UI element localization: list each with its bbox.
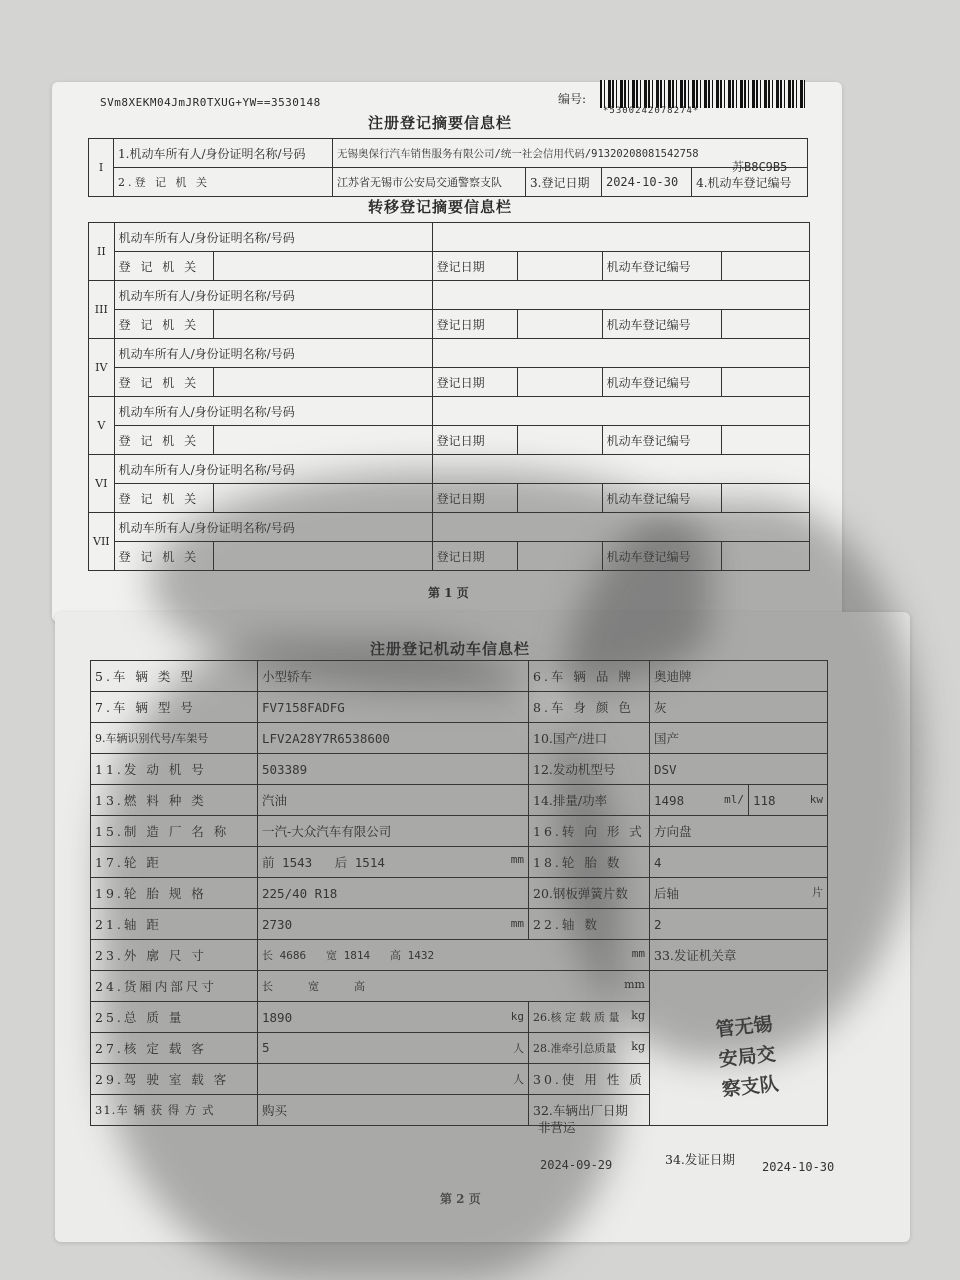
displacement-unit: ml/	[724, 792, 744, 806]
field-32-value: 2024-09-29	[540, 1158, 613, 1172]
regno-label: 4.机动车登记编号	[692, 168, 808, 197]
track-front-label: 前	[262, 855, 275, 870]
transfer-regno-value	[721, 484, 809, 513]
field-12-label: 12.发动机型号	[529, 754, 650, 785]
page-1-label: 第 1 页	[428, 586, 469, 600]
vehicle-info-title: 注册登记机动车信息栏	[370, 640, 531, 658]
field-20-label: 20.钢板弹簧片数	[529, 878, 650, 909]
field-9-value: LFV2A28Y7R6538600	[258, 723, 529, 754]
field-26-unit: kg	[631, 1009, 645, 1022]
track-rear-label: 后	[334, 855, 348, 870]
transfer-owner-value	[432, 281, 809, 310]
field-20-value: 后轴	[654, 886, 680, 901]
field-22-label: 22.轴 数	[529, 909, 650, 940]
field-11-label: 11.发 动 机 号	[91, 754, 258, 785]
outline-height-value: 1432	[407, 949, 435, 962]
transfer-date-value	[517, 426, 602, 455]
seats-value: 5	[262, 1040, 270, 1055]
field-34-label: 34.发证日期	[665, 1152, 735, 1167]
cargo-height-label: 高	[353, 980, 365, 993]
transfer-authority-label: 登 记 机 关	[114, 484, 213, 513]
wheelbase-unit: mm	[510, 916, 524, 930]
field-20-unit: 片	[812, 886, 823, 899]
field-34-value: 2024-10-30	[762, 1160, 835, 1174]
svg-text:察支队: 察支队	[720, 1072, 780, 1101]
transfer-authority-value	[213, 542, 432, 571]
cargo-width-label: 宽	[307, 980, 319, 993]
outline-width-value: 1814	[343, 949, 371, 962]
transfer-owner-label: 机动车所有人/身份证明名称/号码	[114, 223, 432, 252]
field-29-unit: 人	[513, 1073, 524, 1086]
transfer-authority-value	[213, 368, 432, 397]
cargo-length-label: 长	[262, 980, 273, 993]
field-19-value: 225/40 R18	[258, 878, 529, 909]
field-18-value: 4	[650, 847, 828, 878]
track-rear-value: 1514	[354, 855, 385, 870]
field-16-label: 16.转 向 形 式	[529, 816, 650, 847]
transfer-regno-value	[721, 252, 809, 281]
transfer-summary-title: 转移登记摘要信息栏	[368, 198, 513, 216]
field-23-label: 23.外 廓 尺 寸	[91, 940, 258, 971]
track-unit: mm	[510, 853, 524, 866]
transfer-owner-label: 机动车所有人/身份证明名称/号码	[114, 513, 432, 542]
field-6-value: 奥迪牌	[650, 661, 828, 692]
transfer-date-label: 登记日期	[432, 252, 517, 281]
field-14-label: 14.排量/功率	[529, 785, 650, 816]
transfer-owner-value	[432, 339, 809, 368]
gross-mass-value: 1890	[262, 1009, 293, 1025]
power-unit: kw	[809, 792, 823, 806]
page-2-label: 第 2 页	[440, 1192, 481, 1206]
field-31-label: 31.车 辆 获 得 方 式	[91, 1095, 258, 1126]
barcode-number: *5300242078274*	[603, 106, 700, 116]
transfer-summary-table	[88, 222, 810, 571]
regno-value: 苏B8C9B5	[732, 160, 788, 174]
field-33-label: 33.发证机关章	[650, 940, 828, 971]
reg-date-label: 3.登记日期	[526, 168, 602, 197]
transfer-regno-value	[721, 310, 809, 339]
field-24-label: 24.货厢内部尺寸	[91, 971, 258, 1002]
transfer-authority-value	[213, 484, 432, 513]
transfer-regno-label: 机动车登记编号	[602, 426, 721, 455]
field-8-value: 灰	[650, 692, 828, 723]
field-15-label: 15.制 造 厂 名 称	[91, 816, 258, 847]
field-21-label: 21.轴 距	[91, 909, 258, 940]
field-16-value: 方向盘	[650, 816, 828, 847]
field-10-value: 国产	[650, 723, 828, 754]
field-15-value: 一汽-大众汽车有限公司	[258, 816, 529, 847]
transfer-date-label: 登记日期	[432, 368, 517, 397]
transfer-date-value	[517, 542, 602, 571]
field-28-label: 28.准牵引总质量	[533, 1042, 617, 1055]
transfer-regno-label: 机动车登记编号	[602, 252, 721, 281]
owner-value: 无锡奥保行汽车销售服务有限公司/统一社会信用代码/91320208081542758	[333, 139, 808, 168]
transfer-authority-label: 登 记 机 关	[114, 542, 213, 571]
reg-date-value: 2024-10-30	[601, 168, 691, 197]
field-28-unit: kg	[631, 1040, 645, 1053]
transfer-owner-label: 机动车所有人/身份证明名称/号码	[114, 339, 432, 368]
transfer-owner-value	[432, 513, 809, 542]
field-5-label: 5.车 辆 类 型	[91, 661, 258, 692]
transfer-authority-value	[213, 310, 432, 339]
svg-text:安局交: 安局交	[717, 1043, 777, 1071]
transfer-authority-label: 登 记 机 关	[114, 368, 213, 397]
issuing-authority-stamp	[695, 1000, 800, 1109]
transfer-authority-label: 登 记 机 关	[114, 252, 213, 281]
transfer-authority-label: 登 记 机 关	[114, 426, 213, 455]
field-8-label: 8.车 身 颜 色	[529, 692, 650, 723]
transfer-owner-label: 机动车所有人/身份证明名称/号码	[114, 397, 432, 426]
field-25-label: 25.总 质 量	[91, 1002, 258, 1033]
displacement-value: 1498	[654, 792, 685, 808]
outline-width-label: 宽	[326, 949, 337, 962]
field-9-label: 9.车辆识别代号/车架号	[91, 723, 258, 754]
track-front-value: 1543	[282, 855, 313, 870]
field-27-label: 27.核 定 载 客	[91, 1033, 258, 1064]
field-18-label: 18.轮 胎 数	[529, 847, 650, 878]
owner-label: 1.机动车所有人/身份证明名称/号码	[114, 139, 333, 168]
transfer-date-value	[517, 252, 602, 281]
transfer-roman: VI	[89, 455, 115, 513]
number-label: 编号:	[558, 92, 587, 106]
wheelbase-value: 2730	[262, 916, 293, 932]
svg-text:管无锡: 管无锡	[714, 1013, 774, 1042]
transfer-roman: V	[89, 397, 115, 455]
transfer-regno-value	[721, 542, 809, 571]
transfer-date-label: 登记日期	[432, 484, 517, 513]
outline-height-label: 高	[390, 949, 401, 962]
field-5-value: 小型轿车	[258, 661, 529, 692]
field-30-value: 非营运	[538, 1120, 576, 1135]
transfer-regno-value	[721, 368, 809, 397]
field-13-label: 13.燃 料 种 类	[91, 785, 258, 816]
field-11-value: 503389	[258, 754, 529, 785]
transfer-regno-label: 机动车登记编号	[602, 368, 721, 397]
transfer-owner-label: 机动车所有人/身份证明名称/号码	[114, 455, 432, 484]
registration-summary-title: 注册登记摘要信息栏	[368, 114, 513, 132]
field-32-label: 32.车辆出厂日期	[529, 1095, 650, 1126]
transfer-owner-label: 机动车所有人/身份证明名称/号码	[114, 281, 432, 310]
field-29-label: 29.驾 驶 室 载 客	[91, 1064, 258, 1095]
field-17-label: 17.轮 距	[91, 847, 258, 878]
transfer-roman: IV	[89, 339, 115, 397]
serial-code: SVm8XEKM04JmJR0TXUG+YW==3530148	[100, 96, 321, 109]
transfer-authority-label: 登 记 机 关	[114, 310, 213, 339]
field-13-value: 汽油	[258, 785, 529, 816]
field-19-label: 19.轮 胎 规 格	[91, 878, 258, 909]
field-26-label: 26.核 定 载 质 量	[533, 1011, 620, 1024]
transfer-regno-value	[721, 426, 809, 455]
outline-length-value: 4686	[279, 949, 307, 962]
transfer-owner-value	[432, 455, 809, 484]
transfer-date-value	[517, 368, 602, 397]
field-7-value: FV7158FADFG	[258, 692, 529, 723]
transfer-roman: VII	[89, 513, 115, 571]
registration-summary-table	[88, 138, 808, 197]
authority-value: 江苏省无锡市公安局交通警察支队	[333, 168, 526, 197]
barcode-graphic	[600, 80, 805, 108]
cargo-unit: mm	[624, 978, 645, 991]
field-6-label: 6.车 辆 品 牌	[529, 661, 650, 692]
gross-mass-unit: kg	[510, 1009, 524, 1023]
transfer-date-label: 登记日期	[432, 426, 517, 455]
transfer-regno-label: 机动车登记编号	[602, 484, 721, 513]
transfer-date-value	[517, 484, 602, 513]
power-value: 118	[753, 792, 776, 808]
transfer-date-label: 登记日期	[432, 542, 517, 571]
outline-unit: mm	[631, 947, 645, 960]
transfer-authority-value	[213, 252, 432, 281]
transfer-regno-label: 机动车登记编号	[602, 542, 721, 571]
outline-length-label: 长	[262, 949, 273, 962]
seats-unit: 人	[513, 1042, 524, 1055]
field-10-label: 10.国产/进口	[529, 723, 650, 754]
field-31-value: 购买	[258, 1095, 529, 1126]
transfer-owner-value	[432, 223, 809, 252]
field-7-label: 7.车 辆 型 号	[91, 692, 258, 723]
transfer-roman: III	[89, 281, 115, 339]
transfer-date-label: 登记日期	[432, 310, 517, 339]
field-30-label: 30.使 用 性 质	[529, 1064, 650, 1095]
field-22-value: 2	[650, 909, 828, 940]
transfer-regno-label: 机动车登记编号	[602, 310, 721, 339]
transfer-owner-value	[432, 397, 809, 426]
transfer-date-value	[517, 310, 602, 339]
roman-numeral: I	[89, 139, 114, 197]
transfer-roman: II	[89, 223, 115, 281]
transfer-authority-value	[213, 426, 432, 455]
field-12-value: DSV	[650, 754, 828, 785]
authority-label: 2.登 记 机 关	[114, 168, 333, 197]
